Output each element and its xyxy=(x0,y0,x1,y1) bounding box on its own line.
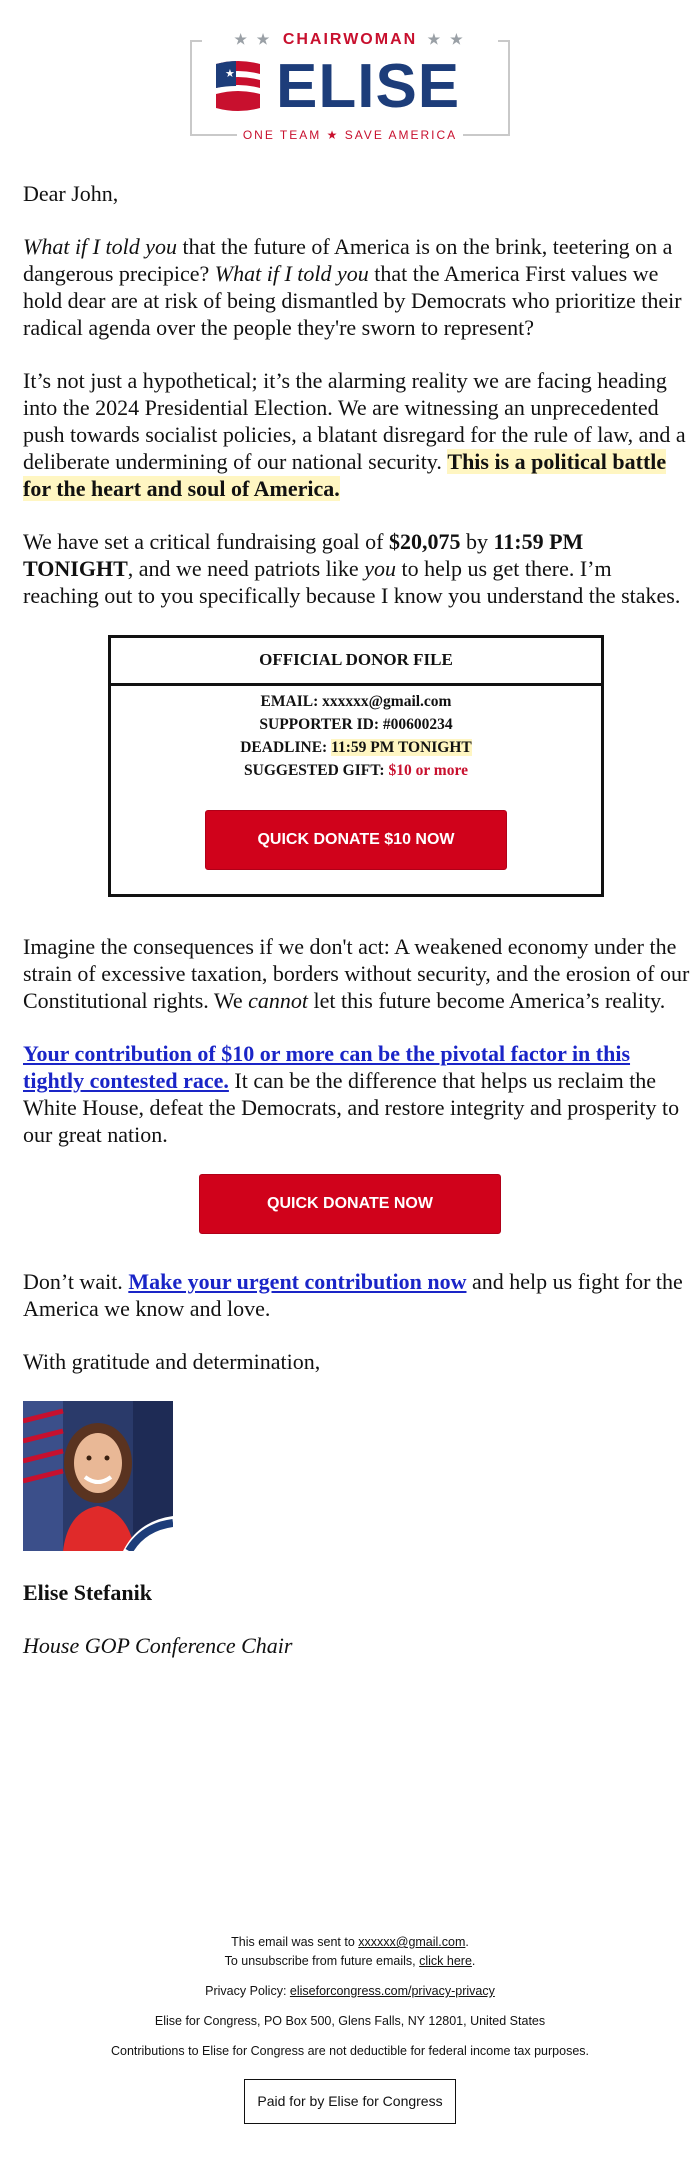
paragraph-4: Imagine the consequences if we don't act: A weakened economy under the strain of excessive taxation, borders without security, and the erosion of our Constitutional rights. We cannot let this future become America’s reality. xyxy=(23,934,690,1013)
footer-email-link[interactable]: xxxxxx@gmail.com xyxy=(358,1935,466,1949)
quick-donate-button[interactable]: QUICK DONATE NOW xyxy=(199,1174,501,1234)
signer-name: Elise Stefanik xyxy=(23,1580,152,1605)
logo-tagline: ONE TEAM ★ SAVE AMERICA xyxy=(192,128,508,142)
donor-deadline: DEADLINE: 11:59 PM TONIGHT xyxy=(240,739,472,756)
highlighted-statement: This is a political battle for the heart and soul of America. xyxy=(23,449,667,501)
donor-supporter-id: SUPPORTER ID: #00600234 xyxy=(259,716,453,733)
footer-tax-notice: Contributions to Elise for Congress are not deductible for federal income tax purposes. xyxy=(110,2044,590,2058)
star-icons-right: ★ ★ xyxy=(427,31,466,47)
unsubscribe-link[interactable]: click here xyxy=(419,1954,472,1968)
paragraph-5: Your contribution of $10 or more can be the pivotal factor in this tightly contested race. It can be the difference that helps us reclaim the White House, defeat the Democrats, and restore integrity and prosperity to our great nation. xyxy=(23,1041,680,1147)
paragraph-3: We have set a critical fundraising goal of $20,075 by 11:59 PM TONIGHT, and we need patriots like you to help us get there. I’m reaching out to you specifically because I know you understand the stakes. xyxy=(23,529,681,608)
paragraph-2: It’s not just a hypothetical; it’s the alarming reality we are facing heading into the 2024 Presidential Election. We are witnessing an unprecedented push towards socialist policies, a blatant disregard for the rule of law, and a deliberate undermining of our national security. This is a political battle for the heart and soul of America. xyxy=(23,368,686,501)
paragraph-1: What if I told you that the future of America is on the brink, teetering on a dangerous precipice? What if I told you that the America First values we hold dear are at risk of being dismantled by Democrats who prioritize their radical agenda over the people they're sworn to represent? xyxy=(23,234,682,340)
footer-privacy: Privacy Policy: eliseforcongress.com/privacy-privacy xyxy=(205,1984,495,1998)
quick-donate-10-button[interactable]: QUICK DONATE $10 NOW xyxy=(205,810,507,870)
campaign-logo xyxy=(190,31,510,142)
logo-top-text: CHAIRWOMAN xyxy=(279,31,421,48)
paragraph-6: Don’t wait. Make your urgent contribution now and help us fight for the America we know and love. xyxy=(23,1269,683,1321)
donor-file-details xyxy=(111,686,601,894)
donor-suggested-gift: SUGGESTED GIFT: $10 or more xyxy=(244,762,468,779)
signer-photo xyxy=(23,1401,173,1551)
footer-address: Elise for Congress, PO Box 500, Glens Falls, NY 12801, United States xyxy=(154,2014,546,2028)
donor-email: EMAIL: xxxxxx@gmail.com xyxy=(260,693,452,710)
email-footer xyxy=(0,1933,700,2124)
signer-title: House GOP Conference Chair xyxy=(23,1633,293,1658)
goal-amount: $20,075 xyxy=(388,529,461,554)
donor-file-box xyxy=(108,635,604,897)
closing: With gratitude and determination, xyxy=(23,1349,321,1374)
star-icons-left: ★ ★ xyxy=(234,31,273,47)
contribution-link[interactable]: Your contribution of $10 or more can be the pivotal factor in this tightly contested race. xyxy=(23,1041,631,1093)
letter-body xyxy=(8,180,692,1659)
logo-name: ELISE xyxy=(276,52,461,121)
donor-file-title: OFFICIAL DONOR FILE xyxy=(111,638,601,686)
goal-deadline: 11:59 PM TONIGHT xyxy=(23,529,584,581)
cta-row xyxy=(8,1174,692,1234)
greeting: Dear John, xyxy=(23,181,119,206)
flag-e-icon xyxy=(210,58,266,114)
logo-header xyxy=(192,31,508,49)
urgent-contribution-link[interactable]: Make your urgent contribution now xyxy=(128,1269,467,1294)
svg-text:★: ★ xyxy=(225,67,235,80)
paid-for-disclaimer: Paid for by Elise for Congress xyxy=(244,2079,455,2124)
footer-sent-to: This email was sent to xxxxxx@gmail.com. To unsubscribe from future emails, click here. xyxy=(224,1935,476,1968)
privacy-policy-link[interactable]: eliseforcongress.com/privacy-privacy xyxy=(289,1984,495,1998)
email-content xyxy=(8,0,692,1659)
